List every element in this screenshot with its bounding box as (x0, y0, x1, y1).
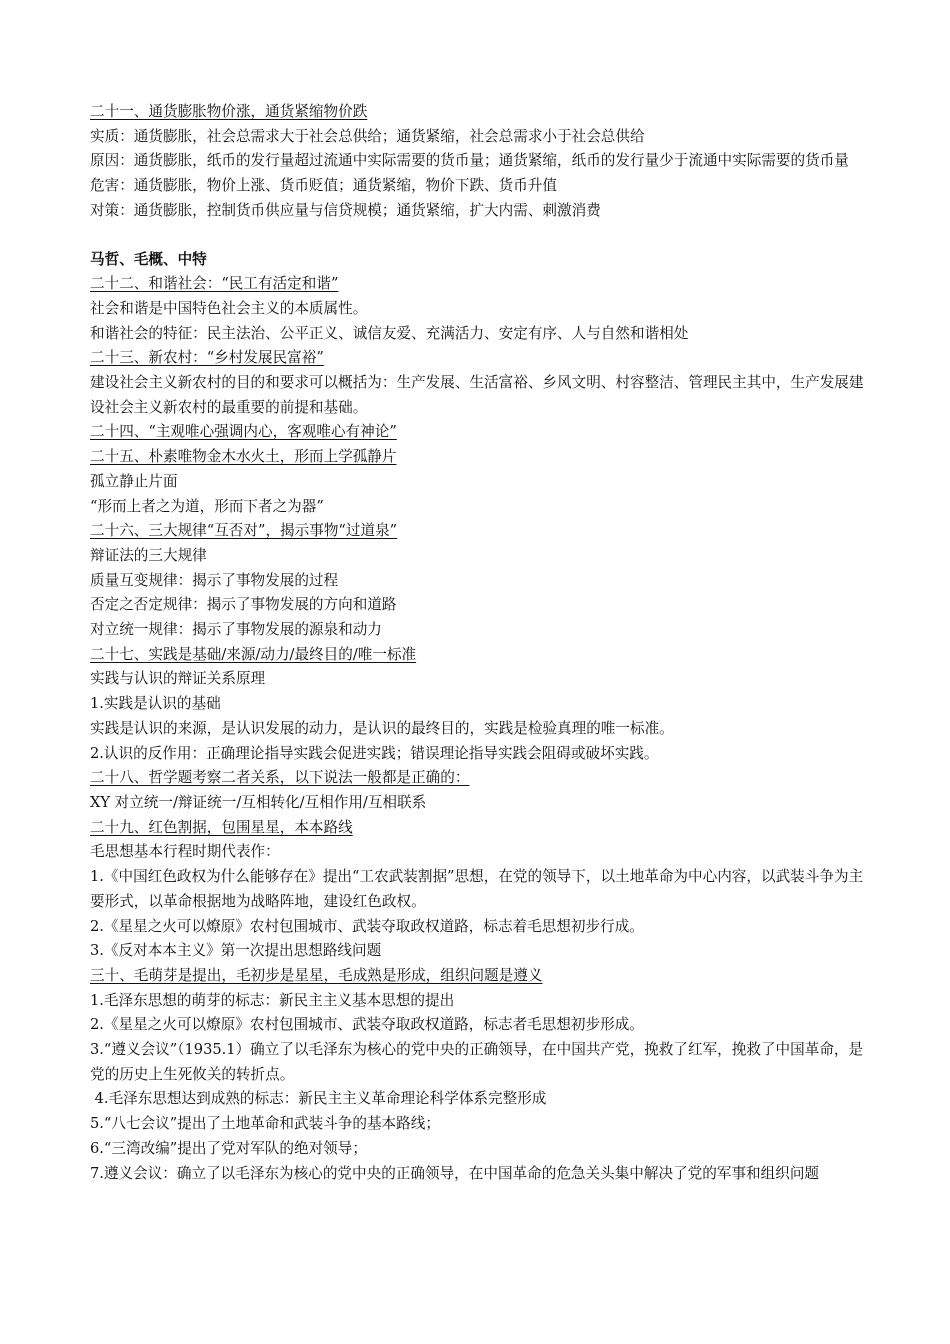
s25-line-2: “形而上者之为道，形而下者之为器” (90, 497, 324, 515)
s21-line-1: 实质：通货膨胀，社会总需求大于社会总供给；通货紧缩，社会总需求小于社会总供给 (90, 127, 645, 145)
s23-line-1: 建设社会主义新农村的目的和要求可以概括为：生产发展、生活富裕、乡风文明、村容整洁、管理民主其中，生产发展建设社会主义新农村的最重要的前提和基础。 (90, 374, 864, 416)
s30-line-4: 4.毛泽东思想达到成熟的标志：新民主主义革命理论科学体系完整形成 (90, 1090, 547, 1108)
section-22-heading: 二十二、和谐社会：“民工有活定和谐” (90, 275, 339, 293)
section-28-heading: 二十八、哲学题考察二者关系，以下说法一般都是正确的： (90, 769, 470, 787)
s22-line-2: 和谐社会的特征：民主法治、公平正义、诚信友爱、充满活力、安定有序、人与自然和谐相处 (90, 324, 689, 342)
s29-line-4: 3.《反对本本主义》第一次提出思想路线问题 (90, 942, 382, 960)
section-30-heading: 三十、毛萌芽是提出，毛初步是星星，毛成熟是形成，组织问题是遵义 (90, 966, 543, 984)
s21-line-4: 对策：通货膨胀，控制货币供应量与信贷规模；通货紧缩，扩大内需、刺激消费 (90, 201, 601, 219)
s21-line-3: 危害：通货膨胀，物价上涨、货币贬值；通货紧缩，物价下跌、货币升值 (90, 177, 558, 195)
s26-line-3: 否定之否定规律：揭示了事物发展的方向和道路 (90, 596, 397, 614)
s27-line-2: 1.实践是认识的基础 (90, 695, 221, 713)
s26-line-2: 质量互变规律：揭示了事物发展的过程 (90, 571, 339, 589)
s26-line-1: 辩证法的三大规律 (90, 546, 207, 564)
s29-line-2: 1.《中国红色政权为什么能够存在》提出“工农武装割据”思想，在党的领导下，以土地革命为中心内容，以武装斗争为主要形式，以革命根据地为战略阵地，建设红色政权。 (90, 868, 864, 910)
s28-line-1: XY 对立统一/辩证统一/互相转化/互相作用/互相联系 (90, 793, 427, 811)
section-21-heading: 二十一、通货膨胀物价涨，通货紧缩物价跌 (90, 103, 368, 120)
s29-line-1: 毛思想基本行程时期代表作： (90, 843, 280, 861)
section-23-heading: 二十三、新农村：“乡村发展民富裕” (90, 349, 324, 367)
document-page (90, 100, 870, 1186)
part-title: 马哲、毛概、中特 (90, 251, 207, 268)
s30-line-1: 1.毛泽东思想的萌芽的标志：新民主主义基本思想的提出 (90, 991, 455, 1009)
section-29-heading: 二十九、红色割据，包围星星，本本路线 (90, 818, 353, 836)
s30-line-3: 3.“遵义会议”（1935.1）确立了以毛泽东为核心的党中央的正确领导，在中国共产党，挽救了红军，挽救了中国革命，是党的历史上生死攸关的转折点。 (90, 1041, 864, 1083)
section-26-heading: 二十六、三大规律“互否对”，揭示事物“过道泉” (90, 522, 398, 540)
section-24-heading: 二十四、“主观唯心强调内心，客观唯心有神论” (90, 423, 397, 441)
s27-line-4: 2.认识的反作用：正确理论指导实践会促进实践；错误理论指导实践会阻碍或破坏实践。 (90, 744, 659, 762)
s21-line-2: 原因：通货膨胀，纸币的发行量超过流通中实际需要的货币量；通货紧缩，纸币的发行量少于流通中实际需要的货币量 (90, 152, 849, 170)
s27-line-3: 实践是认识的来源，是认识发展的动力，是认识的最终目的，实践是检验真理的唯一标准。 (90, 719, 674, 737)
section-25-heading: 二十五、朴素唯物金木水火土，形而上学孤静片 (90, 448, 397, 466)
s30-line-5: 5.“八七会议”提出了土地革命和武装斗争的基本路线； (90, 1115, 440, 1133)
s29-line-3: 2.《星星之火可以燎原》农村包围城市、武装夺取政权道路，标志着毛思想初步行成。 (90, 917, 644, 935)
s30-line-2: 2.《星星之火可以燎原》农村包围城市、武装夺取政权道路，标志者毛思想初步形成。 (90, 1016, 644, 1034)
s30-line-6: 6.“三湾改编”提出了党对军队的绝对领导； (90, 1139, 367, 1157)
s22-line-1: 社会和谐是中国特色社会主义的本质属性。 (90, 299, 368, 317)
s26-line-4: 对立统一规律：揭示了事物发展的源泉和动力 (90, 621, 382, 639)
section-27-heading: 二十七、实践是基础/来源/动力/最终目的/唯一标准 (90, 645, 417, 663)
s27-line-1: 实践与认识的辩证关系原理 (90, 670, 266, 688)
s25-line-1: 孤立静止片面 (90, 472, 178, 490)
s30-line-7: 7.遵义会议：确立了以毛泽东为核心的党中央的正确领导，在中国革命的危急关头集中解决了党的军事和组织问题 (90, 1164, 820, 1182)
